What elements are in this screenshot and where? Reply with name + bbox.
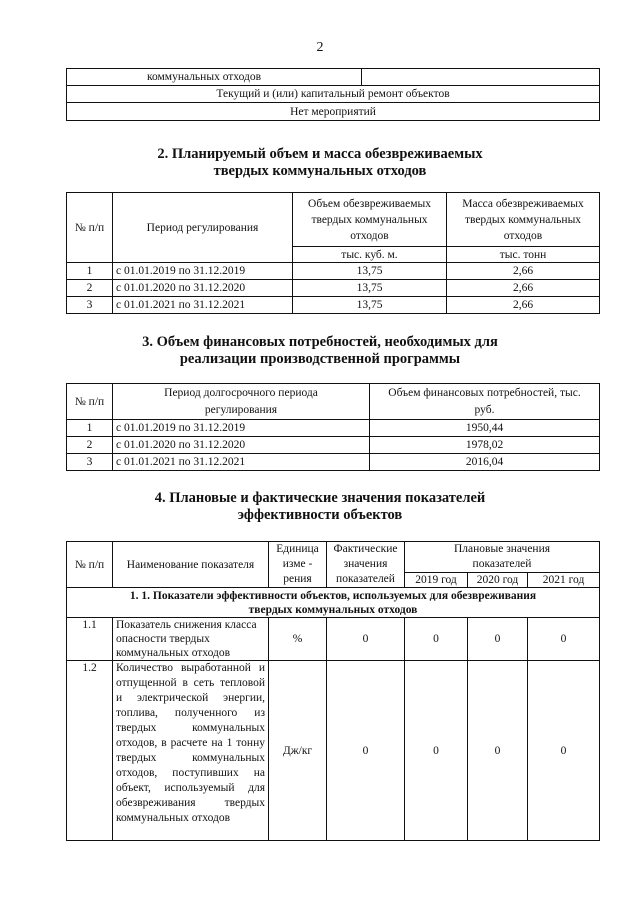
section4-title <box>0 490 640 524</box>
planned-volume-table <box>66 192 600 314</box>
row-volume: 13,75 <box>293 263 447 280</box>
header-actual: Фактические значения показателей <box>327 542 405 588</box>
header-planned: Плановые значения показателей <box>405 542 600 573</box>
row-mass: 2,66 <box>447 263 600 280</box>
table-row <box>67 420 600 437</box>
row-num: 3 <box>67 454 113 471</box>
row-period: с 01.01.2020 по 31.12.2020 <box>113 437 370 454</box>
section2-title <box>0 146 640 180</box>
section4-title-line2: эффективности объектов <box>237 507 403 523</box>
table-row <box>67 661 600 841</box>
row-period: с 01.01.2020 по 31.12.2020 <box>113 280 293 297</box>
header-period: Период регулирования <box>113 193 293 263</box>
row-num: 1 <box>67 263 113 280</box>
header-year-2021: 2021 год <box>528 573 600 588</box>
top-table-row1: коммунальных отходов <box>67 69 362 86</box>
row-name: Показатель снижения класса опасности твердых коммунальных отходов <box>113 618 269 661</box>
header-name: Наименование показателя <box>113 542 269 588</box>
table-row <box>67 437 600 454</box>
section2-title-line1: 2. Планируемый объем и масса обезвреживаемых <box>157 146 483 162</box>
header-num: № п/п <box>67 193 113 263</box>
row-value: 2016,04 <box>370 454 600 471</box>
header-year-2020: 2020 год <box>468 573 528 588</box>
row-volume: 13,75 <box>293 297 447 314</box>
row-2020: 0 <box>468 661 528 841</box>
table-row <box>67 263 600 280</box>
section3-title-line2: реализации производственной программы <box>179 351 461 367</box>
table-row <box>67 280 600 297</box>
row-num: 2 <box>67 437 113 454</box>
row-2019: 0 <box>405 618 468 661</box>
section3-title-line1: 3. Объем финансовых потребностей, необходимых для <box>142 334 498 350</box>
header-unit: Единица изме - рения <box>269 542 327 588</box>
row-period: с 01.01.2021 по 31.12.2021 <box>113 297 293 314</box>
top-table <box>66 68 600 121</box>
table-row <box>67 618 600 661</box>
row-name: Количество выработанной и отпущенной в сеть тепловой и электрической энергии, топлива, полученного из твердых коммунальных отходов, в расчете на 1 тонну твердых коммунальных отходов, поступивших на объект, используемый для обезвреживания твердых коммунальных отходов <box>113 661 269 841</box>
efficiency-indicators-table <box>66 541 600 841</box>
top-table-row3: Нет мероприятий <box>67 103 600 121</box>
header-period: Период долгосрочного периода регулирования <box>113 384 370 420</box>
row-2021: 0 <box>528 661 600 841</box>
financial-needs-table <box>66 383 600 471</box>
row-num: 3 <box>67 297 113 314</box>
page-number: 2 <box>316 40 324 55</box>
header-volume-unit: тыс. куб. м. <box>293 247 447 263</box>
section4-title-line1: 4. Плановые и фактические значения показателей <box>154 490 486 506</box>
section2-title-line2: твердых коммунальных отходов <box>213 163 427 179</box>
row-actual: 0 <box>327 661 405 841</box>
row-2019: 0 <box>405 661 468 841</box>
top-table-empty-cell <box>362 69 600 86</box>
row-num: 2 <box>67 280 113 297</box>
row-value: 1978,02 <box>370 437 600 454</box>
row-period: с 01.01.2019 по 31.12.2019 <box>113 263 293 280</box>
row-period: с 01.01.2019 по 31.12.2019 <box>113 420 370 437</box>
row-volume: 13,75 <box>293 280 447 297</box>
table-row <box>67 297 600 314</box>
top-table-row2: Текущий и (или) капитальный ремонт объектов <box>67 86 600 103</box>
row-unit: % <box>269 618 327 661</box>
section3-title <box>0 334 640 368</box>
row-num: 1 <box>67 420 113 437</box>
row-value: 1950,44 <box>370 420 600 437</box>
header-mass: Масса обезвреживаемых твердых коммунальных отходов <box>447 193 600 247</box>
row-num: 1.2 <box>67 661 113 841</box>
header-num: № п/п <box>67 384 113 420</box>
table-row <box>67 454 600 471</box>
row-unit: Дж/кг <box>269 661 327 841</box>
header-year-2019: 2019 год <box>405 573 468 588</box>
row-2020: 0 <box>468 618 528 661</box>
header-mass-unit: тыс. тонн <box>447 247 600 263</box>
row-mass: 2,66 <box>447 297 600 314</box>
row-num: 1.1 <box>67 618 113 661</box>
row-period: с 01.01.2021 по 31.12.2021 <box>113 454 370 471</box>
row-mass: 2,66 <box>447 280 600 297</box>
header-num: № п/п <box>67 542 113 588</box>
header-need: Объем финансовых потребностей, тыс. руб. <box>370 384 600 420</box>
row-actual: 0 <box>327 618 405 661</box>
group-title: 1. 1. Показатели эффективности объектов, используемых для обезвреживания твердых коммунальных отходов <box>67 588 600 618</box>
row-2021: 0 <box>528 618 600 661</box>
header-volume: Объем обезвреживаемых твердых коммунальных отходов <box>293 193 447 247</box>
